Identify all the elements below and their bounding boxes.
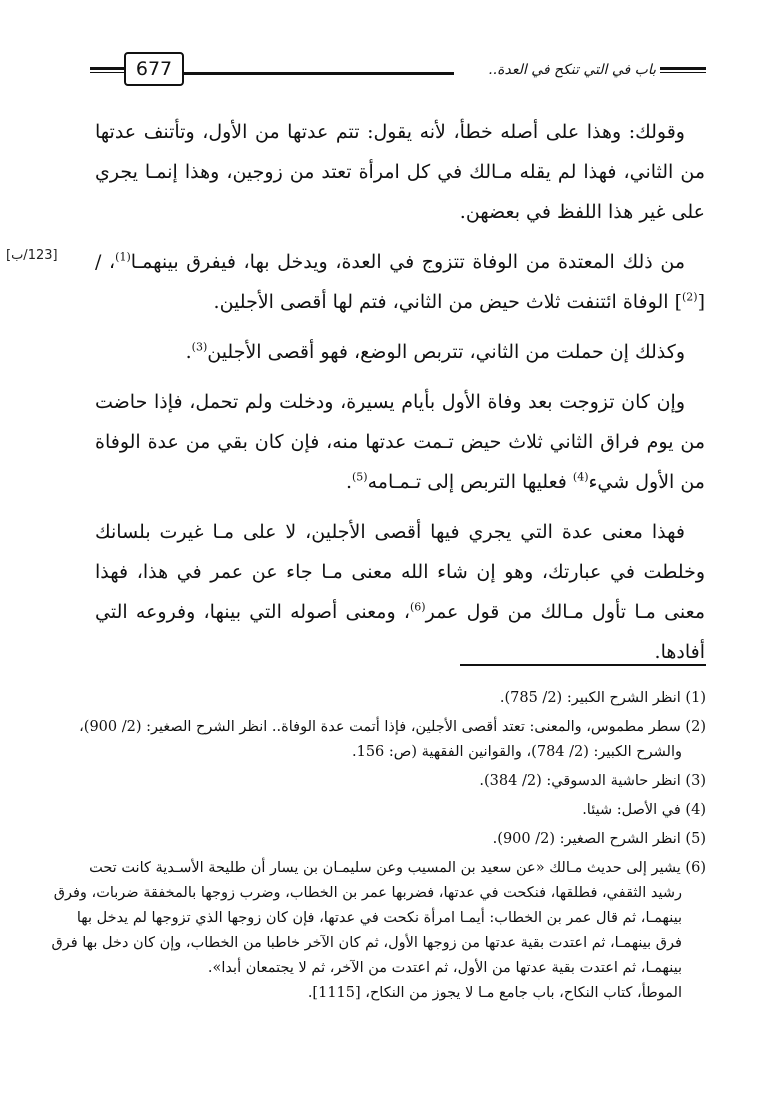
footnote-2-line-2: والشرح الكبير: (2/ 784)، والقوانين الفقهية (ص: 156. [352,744,682,760]
footnote-ref-6: (6) [410,600,426,614]
p3-text-a: وكذلك إن حملت من الثاني، تتربص الوضع، فهو أقصى الأجلين [207,341,685,363]
p5-text-b: ، ومعنى أصوله التي بينها، وفروعه التي أفادها. [95,601,705,663]
header-rule-left [90,67,126,70]
p4-text-a: وإن كان تزوجت بعد وفاة الأول بأيام يسيرة، ودخلت ولم تحمل، فإذا حاضت من يوم فراق الثاني ثلاث حيض تـمت عدتها منه، فإن كان بقي من عدة الوفاة من الأول شيء [95,391,705,493]
p3-text-b: . [185,341,192,363]
footnote-ref-4: (4) [572,470,589,484]
header-rule-left-2 [90,72,126,73]
footnote-ref-1: (1) [115,250,131,264]
footnote-ref-2: (2) [681,290,698,304]
header-rule-far-right-2 [660,72,706,73]
running-head: باب في التي تنكح في العدة.. [488,62,656,78]
paragraph-3 [95,332,705,372]
footnote-separator [460,664,706,666]
footnote-6-source: الموطأ، كتاب النكاح، باب جامع مـا لا يجوز من النكاح، [1115]. [307,985,682,1001]
footnote-2-line-1: (2) سطر مطموس، والمعنى: تعتد أقصى الأجلين، فإذا أتمت عدة الوفاة.. انظر الشرح الصغير: (2/ 900)، [79,719,706,735]
p4-text-b: فعليها التربص إلى تـمـامه [367,471,573,493]
footnote-6 [50,856,706,1006]
footnote-3: (3) انظر حاشية الدسوقي: (2/ 384). [479,773,706,789]
p2-text-b: ، / [ [95,251,705,313]
footnote-5: (5) انظر الشرح الصغير: (2/ 900). [492,831,706,847]
paragraph-5 [95,512,705,672]
footnote-6-body: رشيد الثقفي، فطلقها، فنكحت في عدتها، فضربها عمر بن الخطاب، وضرب زوجها بالمخفقة ضربات، وفرق بينهمـا، ثم قال عمر بن الخطاب: أيمـا امرأة نكحت في عدتها، فإن كان زوجها الذي تزوجها لم يدخل بها فرق بينهمـا، ثم اعتدت بقية عدتها من زوجها الأول، ثم كان الآخر خاطبا من الخطاب، وإن كان دخل بها فرق بينهمـا، ثم اعتدت بقية عدتها من الأول، ثم اعتدت من الآخر، ثم لا يجتمعان أبدا». [51,885,682,976]
p2-text-a: من ذلك المعتدة من الوفاة تتزوج في العدة، ويدخل بها، فيفرق بينهمـا [130,251,685,273]
main-text [95,112,705,682]
page-number: 677 [124,52,184,86]
p4-text-c: . [345,471,352,493]
footnote-1: (1) انظر الشرح الكبير: (2/ 785). [499,690,706,706]
margin-manuscript-ref: [123/ب] [6,248,58,263]
paragraph-2 [95,242,705,322]
paragraph-4 [95,382,705,502]
footnotes [50,686,706,1010]
header-rule-right [184,72,454,75]
p5-text-a: فهذا معنى عدة التي يجري فيها أقصى الأجلين، لا على مـا غيرت بلسانك وخلطت في عبارتك، وهو إن شاء الله معنى مـا جاء عن عمر في هذا، فهذا معنى مـا تأول مـالك من قول عمر [95,521,705,623]
header-rule-far-right [660,67,706,70]
footnote-6-line-1: (6) يشير إلى حديث مـالك «عن سعيد بن المسيب وعن سليمـان بن يسار أن طليحة الأسـدية كانت تحت [89,860,706,876]
footnote-4: (4) في الأصل: شيئا. [582,802,706,818]
p2-text-c: ] الوفاة ائتنفت ثلاث حيض من الثاني، فتم لها أقصى الأجلين. [213,291,682,313]
footnote-ref-3: (3) [191,340,208,354]
paragraph-1: وقولك: وهذا على أصله خطأ، لأنه يقول: تتم عدتها من الأول، وتأتنف عدتها من الثاني، فهذا لم يقله مـالك في كل امرأة تعتد من زوجين، وهذا إنمـا يجري على غير هذا اللفظ في بعضهن. [95,121,705,223]
footnote-2 [50,715,706,765]
footnote-ref-5: (5) [352,470,368,484]
